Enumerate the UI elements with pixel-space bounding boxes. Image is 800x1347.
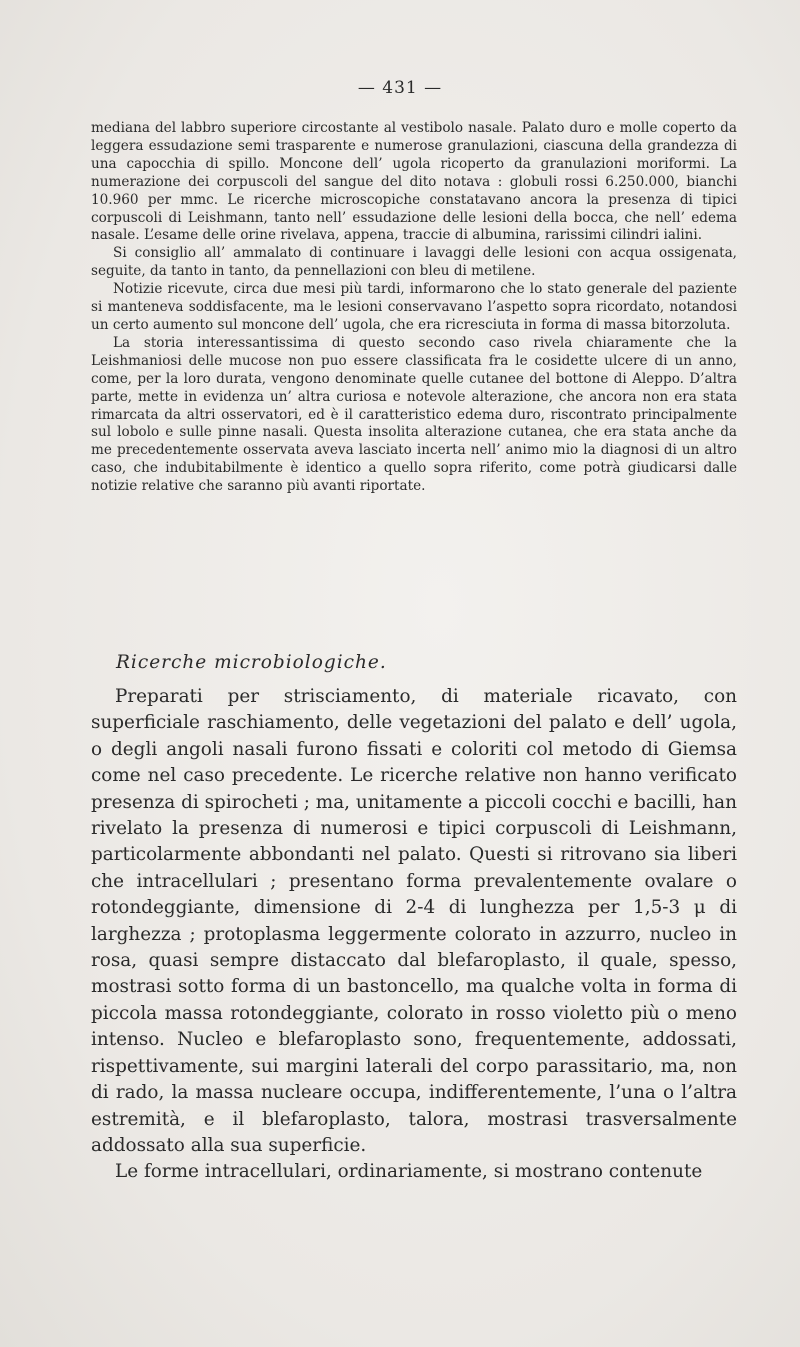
main-text-block (91, 684, 737, 1186)
paragraph-intracellular: Le forme intracellulari, ordinariamente, si mostrano contenute (115, 1161, 703, 1183)
paragraph-case-discussion: La storia interessantissima di questo secondo caso rivela chiaramente che la Leishmaniosi delle mucose non puo essere classificata fra le cosidette ulcere di un anno, come, per la loro durata, vengono denominate quelle cutanee del bottone di Aleppo. D’altra parte, mette in evidenza un’ altra curiosa e notevole alterazione, che ancora non era stata rimarcata da altri osservatori, ed è il caratteristico edema duro, riscontrato principalmente sul lobolo e sulle pinne nasali. Questa insolita alterazione cutanea, che era stata anche da me precedentemente osservata aveva lasciato incerta nell’ animo mio la diagnosi di un altro caso, che indubitabilmente è identico a quello sopra riferito, come potrà giudicarsi dalle notizie relative che saranno più avanti riportate. (91, 334, 737, 495)
paragraph-microbiology: Preparati per strisciamento, di materiale ricavato, con superficiale raschiamento, delle vegetazioni del palato e dell’ ugola, o degli angoli nasali furono fissati e coloriti col metodo di Giemsa come nel caso precedente. Le ricerche relative non hanno verificato presenza di spirocheti ; ma, unitamente a piccoli cocchi e bacilli, han rivelato la presenza di numerosi e tipici corpuscoli di Leishmann, particolarmente abbondanti nel palato. Questi si ritrovano sia liberi che intracellulari ; presentano forma prevalentemente ovalare o rotondeggiante, dimensione di 2-4 di lunghezza per 1,5-3 μ di larghezza ; protoplasma leggermente colorato in azzurro, nucleo in rosa, quasi sempre distaccato dal blefaroplasto, il quale, spesso, mostrasi sotto forma di un bastoncello, ma qualche volta in forma di piccola massa rotondeggiante, colorato in rosso violetto più o meno intenso. Nucleo e blefaroplasto sono, frequentemente, addossati, rispettivamente, sui margini laterali del corpo parassitario, ma, non di rado, la massa nucleare occupa, indifferentemente, l’una o l’altra estremità, e il blefaroplasto, talora, mostrasi trasversalmente addossato alla sua superficie. (91, 686, 737, 1156)
page-number: — 431 — (357, 78, 443, 98)
paragraph-follow-up: Notizie ricevute, circa due mesi più tardi, informarono che lo stato generale del paziente si manteneva soddisfacente, ma le lesioni conservavano l’aspetto sopra ricordato, notandosi un certo aumento sul moncone dell’ ugola, che era ricresciuta in forma di massa bitorzoluta. (91, 281, 737, 333)
section-heading: Ricerche microbiologiche. (116, 652, 387, 673)
paragraph-treatment: Si consiglio all’ ammalato di continuare i lavaggi delle lesioni con acqua ossigenata, seguite, da tanto in tanto, da pennellazioni con bleu di metilene. (91, 245, 737, 280)
paragraph-patient-findings: mediana del labbro superiore circostante al vestibolo nasale. Palato duro e molle coperto da leggera essudazione semi trasparente e numerose granulazioni, ciascuna della grandezza di una capocchia di spillo. Moncone dell’ ugola ricoperto da granulazioni moriformi. La numerazione dei corpuscoli del sangue del dito notava : globuli rossi 6.250.000, bianchi 10.960 per mmc. Le ricerche microscopiche constatavano ancora la presenza di tipici corpuscoli di Leishmann, tanto nell’ essudazione delle lesioni della bocca, che nell’ edema nasale. L’esame delle orine rivelava, appena, traccie di albumina, rarissimi cilindri ialini. (91, 120, 737, 244)
small-print-block (91, 120, 737, 496)
